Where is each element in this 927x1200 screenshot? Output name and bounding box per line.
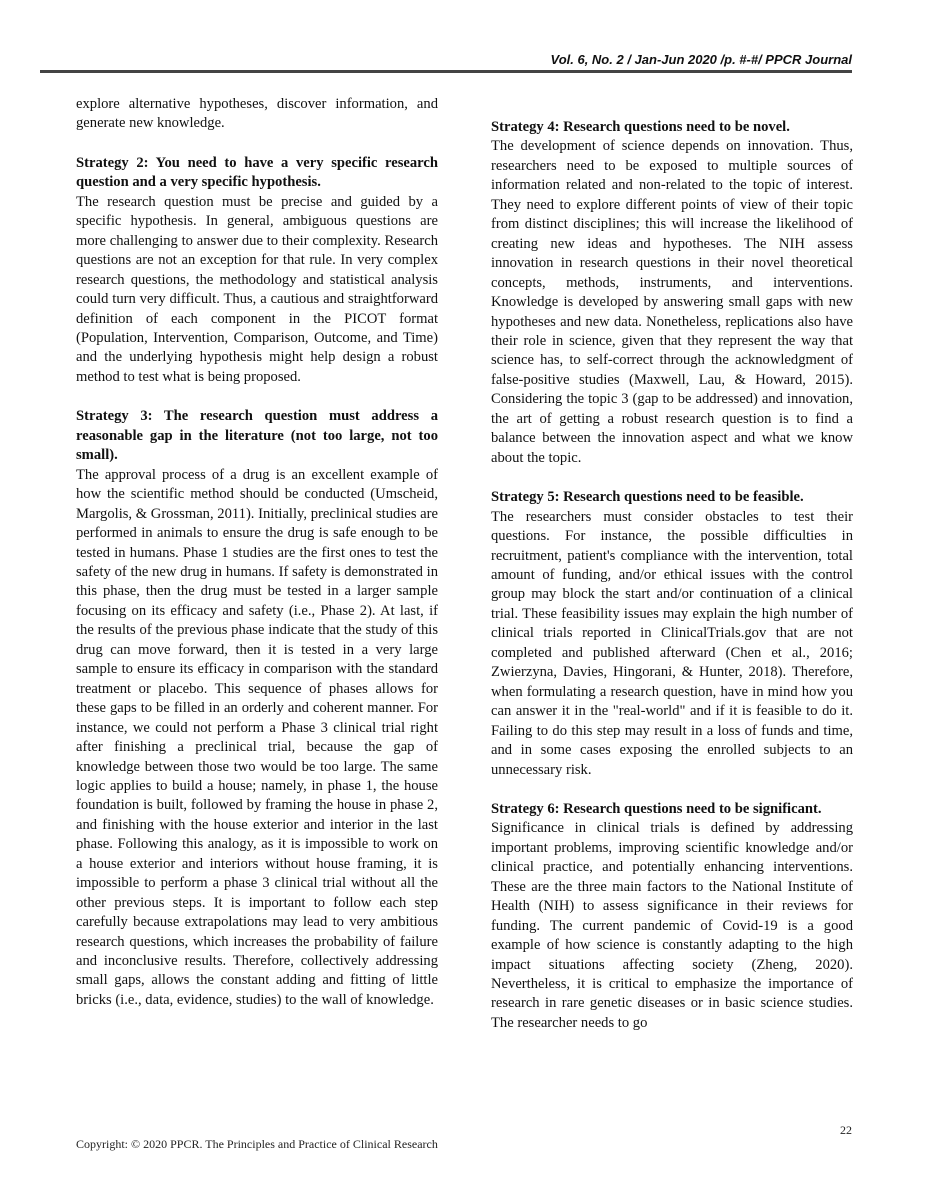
left-column [76,95,438,1010]
intro-paragraph: explore alternative hypotheses, discover information, and generate new knowledge. [76,96,438,132]
strategy-4-heading: Strategy 4: Research questions need to be novel. [491,119,790,135]
right-column [491,118,853,1033]
strategy-3-heading: Strategy 3: The research question must address a reasonable gap in the literature (not too large, not too small). [76,408,438,464]
header-divider [40,70,852,73]
page-number: 22 [840,1123,852,1137]
strategy-3-body: The approval process of a drug is an excellent example of how the scientific method should be conducted (Umscheid, Margolis, & Grossman, 2011). Initially, preclinical studies are performed in animals to ensure the drug is safe enough to be tested in humans. Phase 1 studies are the first ones to test the safety of the new drug in humans. If safety is demonstrated in this phase, then the drug must be tested in a larger sample focusing on its efficacy and safety (i.e., Phase 2). At last, if the results of the previous phase indicate that the study of this drug can move forward, then it is tested in a very large sample to ensure its efficacy in comparison with the standard treatment or placebo. This sequence of phases allows for these gaps to be filled in an orderly and coherent manner. For instance, we could not perform a Phase 3 clinical trial right after finishing a preclinical trial, because the gap of knowledge between those two would be too large. The same logic applies to build a house; namely, in phase 1, the house foundation is built, followed by framing the house in phase 2, and finishing with the house exterior and interior in the last phase. Following this analogy, as it is impossible to work on a house exterior and interiors without house framing, it is impossible to perform a phase 3 clinical trial without all the other previous steps. It is important to follow each step carefully because extrapolations may lead to very ambitious research questions, which increases the probability of failure and inconclusive results. Therefore, collectively addressing small gaps, allows the constant adding and fitting of little bricks (i.e., data, evidence, studies) to the wall of knowledge. [76,466,438,1008]
strategy-6-heading: Strategy 6: Research questions need to be significant. [491,800,822,817]
strategy-5-body: The researchers must consider obstacles to test their questions. For instance, the possible difficulties in recruitment, patient's compliance with the intervention, total amount of funding, and/or ethical issues with the control group may block the start and/or continuation of a clinical trial. These feasibility issues may explain the high number of clinical trials reported in ClinicalTrials.gov that are not completed and published afterward (Chen et al., 2016; Zwierzyna, Davies, Hingorani, & Hunter, 2018). Therefore, when formulating a research question, have in mind how you can answer it in the "real-world" and if it is feasible to do it. Failing to do this step may result in a loss of funds and time, and in some cases exposing the enrolled subjects to an unnecessary risk. [491,508,853,778]
strategy-5-heading: Strategy 5: Research questions need to be feasible. [491,489,804,506]
strategy-4-body: The development of science depends on innovation. Thus, researchers need to be exposed to multiple sources of information related and non-related to the topic of interest. They need to explore different points of view of their topic from distinct disciplines; this will increase the likelihood of creating new ideas and hypotheses. The NIH assess innovation in research questions in their novel theoretical concepts, methods, instruments, and interventions. Knowledge is developed by answering small gaps with new hypotheses and new data. Nonetheless, replications also have their role in science, given that they represent the way that science has, to self-correct through the acknowledgment of false-positive studies (Maxwell, Lau, & Howard, 2015). Considering the topic 3 (gap to be addressed) and innovation, the art of getting a robust research question is to find a balance between the innovation aspect and what we know about the topic. [491,138,853,466]
copyright-footer: Copyright: © 2020 PPCR. The Principles and Practice of Clinical Research [76,1137,438,1151]
journal-header: Vol. 6, No. 2 / Jan-Jun 2020 /p. #-#/ PPCR Journal [550,52,852,67]
strategy-6-body: Significance in clinical trials is defined by addressing important problems, improving scientific knowledge and/or clinical practice, and potentially enhancing interventions. These are the three main factors to the National Institute of Health (NIH) to assess significance in their reviews for funding. The current pandemic of Covid-19 is a good example of how science is constantly adapting to the high impact situations affecting society (Zheng, 2020). Nevertheless, it is critical to emphasize the importance of research in rare genetic diseases or in basic science studies. The researcher needs to go [491,820,853,1031]
strategy-2-heading: Strategy 2: You need to have a very specific research question and a very specific hypothesis. [76,154,438,191]
strategy-2-body: The research question must be precise and guided by a specific hypothesis. In general, ambiguous questions are more challenging to answer due to their complexity. Research questions are not an exception for that rule. In very complex research questions, the methodology and statistical analysis could turn very difficult. Thus, a cautious and straightforward definition of each component in the PICOT format (Population, Intervention, Comparison, Outcome, and Time) and the underlying hypothesis might help design a robust method to test what is being proposed. [76,193,438,385]
